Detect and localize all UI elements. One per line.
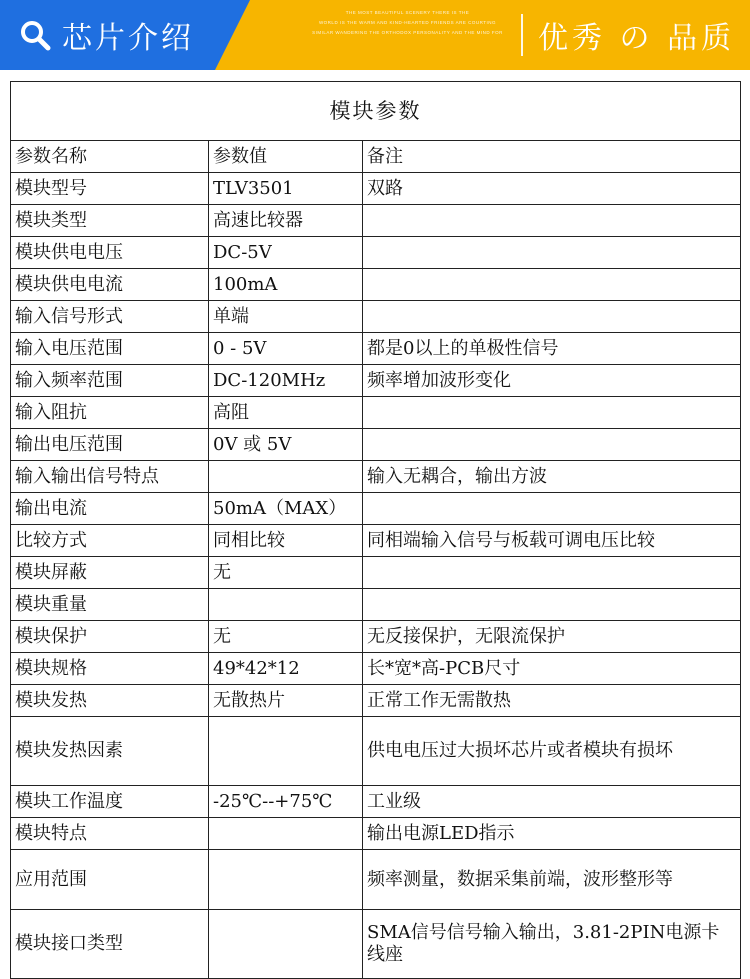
cell-note [363, 397, 741, 429]
table-row [11, 786, 741, 818]
cell-note [363, 429, 741, 461]
table-row [11, 850, 741, 910]
parameter-table [10, 81, 741, 979]
cell-value: 高阻 [209, 397, 363, 429]
banner-left-title: 芯片介绍 [62, 21, 194, 56]
cell-note [363, 237, 741, 269]
cell-value: 49*42*12 [209, 653, 363, 685]
table-row [11, 205, 741, 237]
cell-note [363, 557, 741, 589]
table-row [11, 818, 741, 850]
table-row [11, 621, 741, 653]
cell-value: 0 - 5V [209, 333, 363, 365]
cell-note: 无反接保护，无限流保护 [363, 621, 741, 653]
cell-note: 频率增加波形变化 [363, 365, 741, 397]
search-icon [18, 18, 52, 52]
cell-name: 输入频率范围 [11, 365, 209, 397]
cell-note: 供电电压过大损坏芯片或者模块有损坏 [363, 717, 741, 786]
cell-note [363, 493, 741, 525]
header-banner [0, 0, 750, 70]
cell-value [209, 717, 363, 786]
cell-name: 输出电压范围 [11, 429, 209, 461]
cell-value [209, 910, 363, 979]
cell-note: 长*宽*高-PCB尺寸 [363, 653, 741, 685]
table-row [11, 333, 741, 365]
cell-note: 正常工作无需散热 [363, 685, 741, 717]
cell-value: -25℃--+75℃ [209, 786, 363, 818]
cell-name: 输入电压范围 [11, 333, 209, 365]
cell-name: 输出电流 [11, 493, 209, 525]
cell-name: 模块发热因素 [11, 717, 209, 786]
table-title: 模块参数 [11, 82, 741, 141]
banner-mid-line: SIMILAR WANDERING THE ORTHODOX PERSONALITY AND THE MIND FOR [312, 30, 503, 35]
cell-name: 模块规格 [11, 653, 209, 685]
banner-divider [521, 14, 523, 56]
table-row [11, 717, 741, 786]
cell-name: 输入输出信号特点 [11, 461, 209, 493]
cell-name: 模块接口类型 [11, 910, 209, 979]
cell-value [209, 818, 363, 850]
cell-value: 100mA [209, 269, 363, 301]
cell-note: 输出电源LED指示 [363, 818, 741, 850]
table-header-row [11, 141, 741, 173]
table-row [11, 493, 741, 525]
cell-name: 模块型号 [11, 173, 209, 205]
cell-note [363, 269, 741, 301]
cell-note [363, 301, 741, 333]
cell-note: 工业级 [363, 786, 741, 818]
cell-value: 同相比较 [209, 525, 363, 557]
cell-value [209, 589, 363, 621]
cell-value: 高速比较器 [209, 205, 363, 237]
cell-name: 输入信号形式 [11, 301, 209, 333]
table-row [11, 653, 741, 685]
cell-name: 模块保护 [11, 621, 209, 653]
table-row [11, 429, 741, 461]
cell-value: 0V 或 5V [209, 429, 363, 461]
cell-value [209, 461, 363, 493]
cell-name: 模块重量 [11, 589, 209, 621]
cell-value [209, 850, 363, 910]
cell-value: 50mA（MAX） [209, 493, 363, 525]
table-row [11, 525, 741, 557]
header-param-name: 参数名称 [11, 141, 209, 173]
table-row [11, 301, 741, 333]
banner-left-content [18, 0, 194, 70]
cell-value: 无散热片 [209, 685, 363, 717]
table-row [11, 365, 741, 397]
cell-name: 模块类型 [11, 205, 209, 237]
cell-value: 无 [209, 621, 363, 653]
cell-note [363, 589, 741, 621]
cell-value: 单端 [209, 301, 363, 333]
banner-mid-line: THE MOST BEAUTIFUL SCENERY THERE IS THE [345, 10, 470, 15]
table-row [11, 461, 741, 493]
cell-name: 模块工作温度 [11, 786, 209, 818]
cell-value: DC-5V [209, 237, 363, 269]
cell-name: 模块发热 [11, 685, 209, 717]
cell-name: 输入阻抗 [11, 397, 209, 429]
cell-note: 输入无耦合，输出方波 [363, 461, 741, 493]
cell-value: DC-120MHz [209, 365, 363, 397]
table-row [11, 589, 741, 621]
cell-name: 比较方式 [11, 525, 209, 557]
cell-name: 模块屏蔽 [11, 557, 209, 589]
table-row [11, 397, 741, 429]
cell-note [363, 205, 741, 237]
cell-name: 模块供电电压 [11, 237, 209, 269]
cell-value: 无 [209, 557, 363, 589]
table-row [11, 685, 741, 717]
table-row [11, 269, 741, 301]
cell-note: 都是0以上的单极性信号 [363, 333, 741, 365]
header-note: 备注 [363, 141, 741, 173]
parameter-table-container [10, 81, 740, 979]
cell-value: TLV3501 [209, 173, 363, 205]
cell-note: SMA信号信号输入输出，3.81-2PIN电源卡线座 [363, 910, 741, 979]
table-row [11, 910, 741, 979]
cell-name: 应用范围 [11, 850, 209, 910]
table-row [11, 237, 741, 269]
banner-decorative-text [300, 8, 515, 58]
cell-name: 模块特点 [11, 818, 209, 850]
banner-mid-line: WORLD IS THE WARM AND KIND-HEARTED FRIENDS ARE COURTING [318, 20, 497, 25]
cell-note: 双路 [363, 173, 741, 205]
cell-note: 同相端输入信号与板载可调电压比较 [363, 525, 741, 557]
cell-name: 模块供电电流 [11, 269, 209, 301]
banner-right-title: 优秀 の 品质 [538, 21, 736, 56]
header-param-value: 参数值 [209, 141, 363, 173]
table-row [11, 173, 741, 205]
cell-note: 频率测量，数据采集前端，波形整形等 [363, 850, 741, 910]
table-row [11, 557, 741, 589]
